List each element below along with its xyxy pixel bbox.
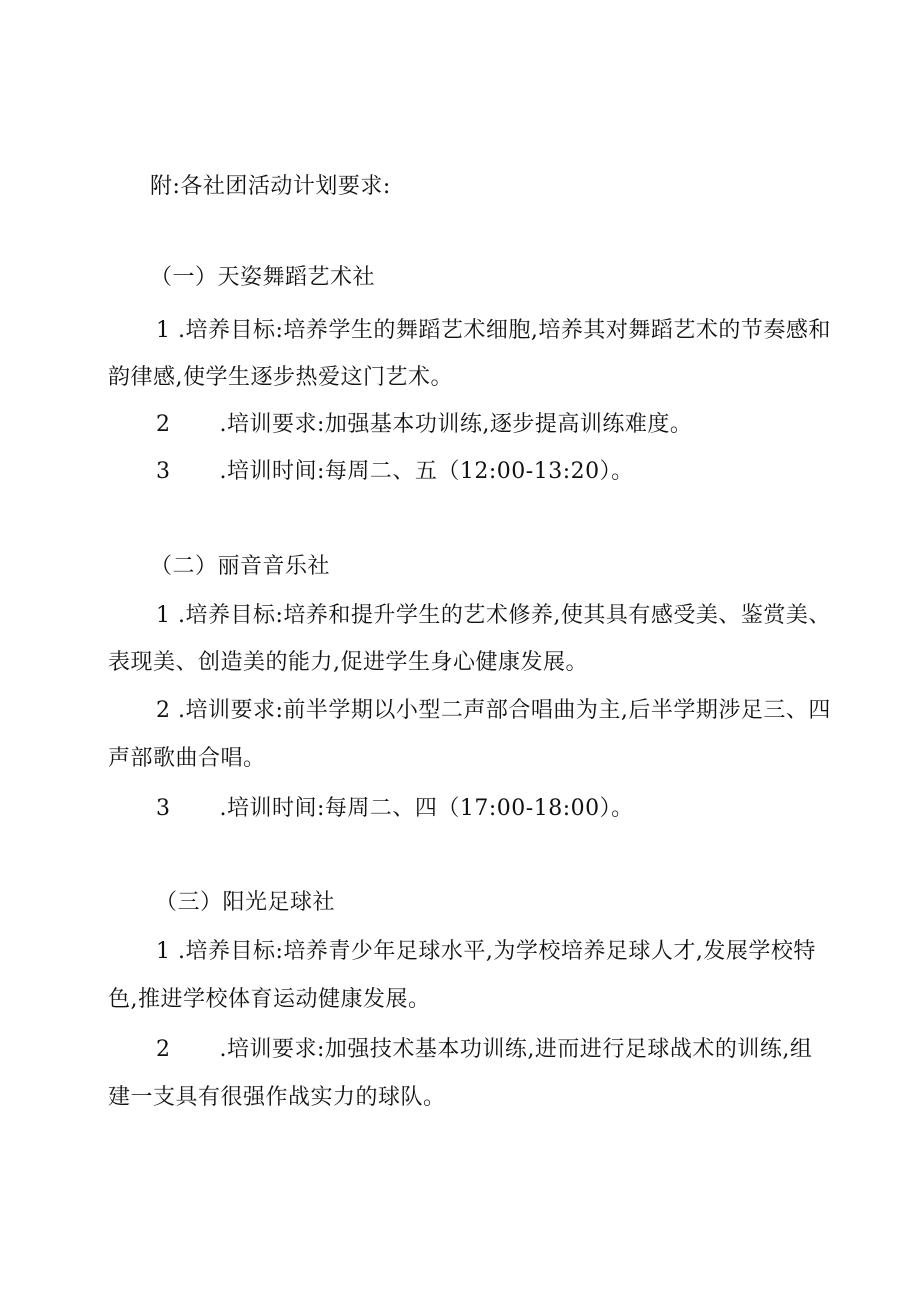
item-text: .培训要求:前半学期以小型二声部合唱曲为主,后半学期涉足三、四 [178, 698, 831, 723]
item-text: .培养目标:培养学生的舞蹈艺术细胞,培养其对舞蹈艺术的节奏感和 [178, 318, 831, 343]
item-number: 1 [156, 939, 171, 964]
item-text: .培训时间:每周二、五（12:00-13:20）。 [219, 459, 634, 484]
item-text: .培养目标:培养青少年足球水平,为学校培养足球人才,发展学校特 [178, 939, 816, 964]
section-2-item-1 [156, 601, 831, 631]
item-number: 3 [156, 459, 171, 484]
item-number: 1 [156, 318, 171, 343]
section-1-item-2 [156, 410, 692, 440]
section-2-heading: （二）丽音音乐社 [150, 554, 331, 579]
item-text: .培养目标:培养和提升学生的艺术修养,使其具有感受美、鉴赏美、 [178, 603, 831, 628]
section-1-heading: （一）天姿舞蹈艺术社 [150, 265, 376, 290]
section-1-item-1 [156, 316, 831, 346]
section-1-item-3 [156, 457, 634, 487]
item-number: 2 [156, 412, 171, 437]
section-2-item-3 [156, 794, 634, 824]
section-1-item-1-cont: 韵律感,使学生逐步热爱这门艺术。 [108, 365, 453, 390]
intro-line: 附:各社团活动计划要求: [150, 174, 391, 199]
section-3-item-1 [156, 937, 816, 967]
item-number: 3 [156, 796, 171, 821]
section-3-item-1-cont: 色,推进学校体育运动健康发展。 [108, 987, 431, 1012]
item-text: .培训要求:加强基本功训练,逐步提高训练难度。 [219, 412, 693, 437]
section-3-item-2 [156, 1035, 812, 1065]
section-2-item-1-cont: 表现美、创造美的能力,促进学生身心健康发展。 [108, 650, 588, 675]
item-text: .培训时间:每周二、四（17:00-18:00）。 [219, 796, 634, 821]
item-number: 2 [156, 1037, 171, 1062]
item-text: .培训要求:加强技术基本功训练,进而进行足球战术的训练,组 [219, 1037, 813, 1062]
section-3-heading: （三）阳光足球社 [155, 890, 336, 915]
section-3-item-2-cont: 建一支具有很强作战实力的球队。 [108, 1085, 446, 1110]
item-number: 1 [156, 603, 171, 628]
section-2-item-2-cont: 声部歌曲合唱。 [108, 746, 266, 771]
item-number: 2 [156, 698, 171, 723]
section-2-item-2 [156, 696, 831, 726]
